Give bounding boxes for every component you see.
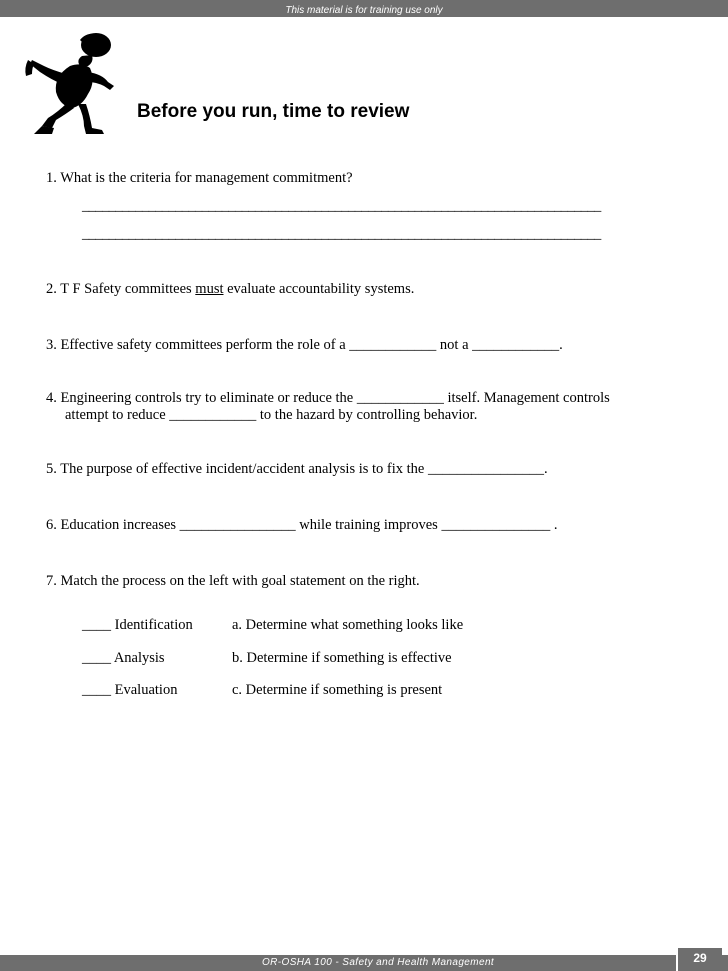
page-number-box: [676, 948, 722, 971]
question-2-end: evaluate accountability systems.: [223, 281, 415, 297]
page-number: 29: [693, 951, 707, 965]
match-row: [82, 650, 452, 667]
match-row: [82, 617, 464, 634]
running-figure-icon: [22, 30, 124, 138]
question-6: 6. Education increases ________________ while training improves _______________ .: [46, 517, 558, 533]
match-row: [82, 682, 443, 699]
answer-line-2: ______________________________________________________________________________: [82, 226, 601, 242]
match-process: ____ Evaluation: [82, 682, 178, 698]
question-2-emphasis: must: [195, 281, 224, 297]
question-7: 7. Match the process on the left with goal statement on the right.: [46, 573, 420, 589]
question-5: 5. The purpose of effective incident/accident analysis is to fix the ________________.: [46, 461, 548, 477]
question-4-line-2: attempt to reduce ____________ to the hazard by controlling behavior.: [65, 407, 478, 423]
question-4-line-1: 4. Engineering controls try to eliminate or reduce the ____________ itself. Management controls: [46, 390, 610, 406]
match-process: ____ Analysis: [82, 650, 165, 666]
footer-bar: [0, 955, 728, 971]
question-1: 1. What is the criteria for management commitment?: [46, 170, 353, 186]
question-3: 3. Effective safety committees perform the role of a ____________ not a ____________.: [46, 337, 563, 353]
match-goal: c. Determine if something is present: [232, 682, 443, 698]
question-2: [46, 281, 414, 298]
page-title: Before you run, time to review: [137, 101, 410, 122]
match-goal: a. Determine what something looks like: [232, 617, 464, 633]
answer-line-1: ______________________________________________________________________________: [82, 198, 601, 214]
match-goal: b. Determine if something is effective: [232, 650, 452, 666]
question-2-start: 2. T F Safety committees: [46, 281, 196, 297]
top-banner: [0, 0, 728, 17]
match-process: ____ Identification: [82, 617, 193, 633]
training-notice: This material is for training use only: [285, 5, 443, 16]
footer-text: OR-OSHA 100 - Safety and Health Management: [262, 957, 495, 968]
